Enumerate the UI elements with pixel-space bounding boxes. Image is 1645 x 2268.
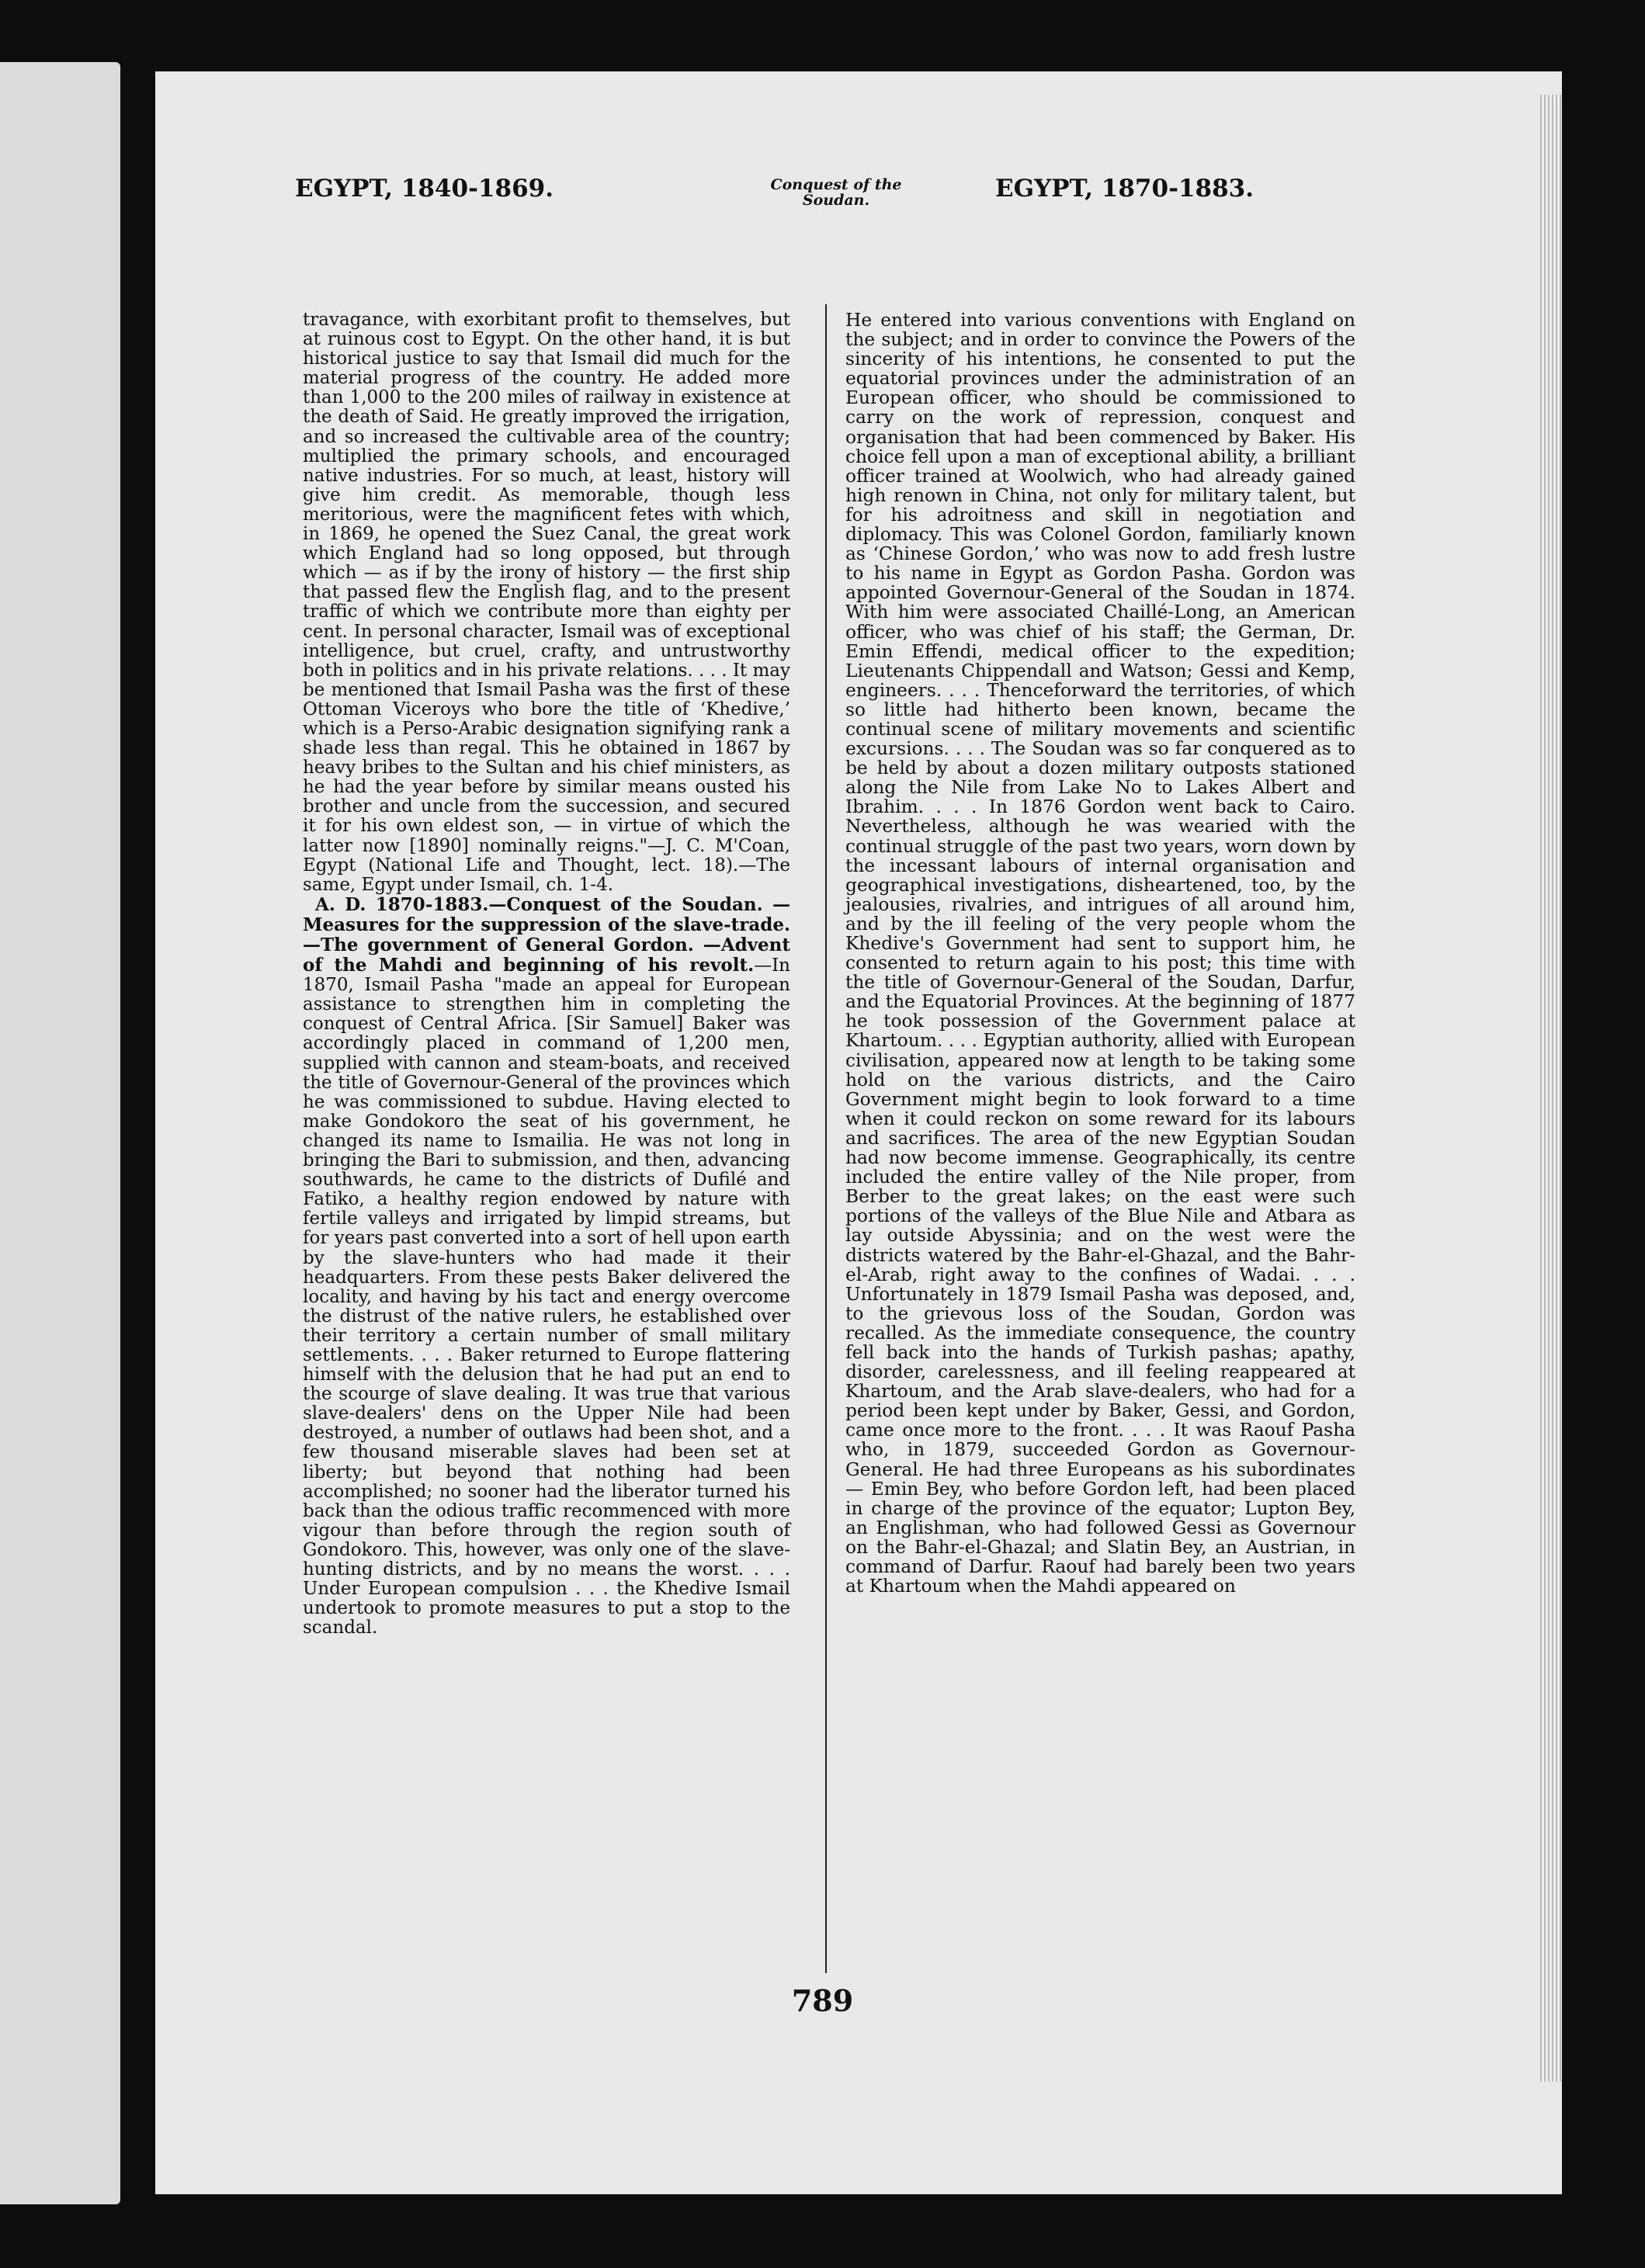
running-head-left: EGYPT, 1840-1869. [295, 175, 554, 203]
paragraph-ismail: travagance, with exorbitant profit to themselves, but at ruinous cost to Egypt. On the other hand, it is but historical justice to say that Ismail did much for the material progress of the country. He added more than 1,000 to the 200 miles of railway in existence at the death of Said. He greatly improved the irrigation, and so increased the cultivable area of the country; multiplied the primary schools, and encouraged native industries. For so much, at least, history will give him credit. As memorable, though less meritorious, were the magnificent fetes with which, in 1869, he opened the Suez Canal, the great work which England had so long opposed, but through which — as if by the irony of history — the first ship that passed flew the English flag, and to the present traffic of which we contribute more than eighty per cent. In personal character, Ismail was of exceptional intelligence, but cruel, crafty, and untrustworthy both in politics and in his private relations. . . . It may be mentioned that Ismail Pasha was the first of these Ottoman Viceroys who bore the title of ‘Khedive,’ which is a Perso-Arabic designation signifying rank a shade less than regal. This he obtained in 1867 by heavy bribes to the Sultan and his chief ministers, as he had the year before by similar means ousted his brother and uncle from the succession, and secured it for his own eldest son, — in virtue of which the latter now [1890] nominally reigns."—J. C. M'Coan, Egypt (National Life and Thought, lect. 18).—The same, Egypt under Ismail, ch. 1-4. [303, 310, 790, 895]
section-heading: A. D. 1870-1883.—Conquest of the Soudan. —Measures for the suppression of the slave-trade.—The government of General Gordon. —Advent of the Mahdi and beginning of his revolt. [303, 893, 790, 976]
facing-page-edge [0, 62, 120, 2204]
column-divider [825, 304, 827, 1973]
left-column [303, 310, 790, 1638]
section-body: —In 1870, Ismail Pasha "made an appeal for European assistance to strengthen him in completing the conquest of Central Africa. [Sir Samuel] Baker was accordingly placed in command of 1,200 men, supplied with cannon and steam-boats, and received the title of Governour-General of the provinces which he was commissioned to subdue. Having elected to make Gondokoro the seat of his government, he changed its name to Ismailia. He was not long in bringing the Bari to submission, and then, advancing southwards, he came to the districts of Dufilé and Fatiko, a healthy region endowed by nature with fertile valleys and irrigated by limpid streams, but for years past converted into a sort of hell upon earth by the slave-hunters who had made it their headquarters. From these pests Baker delivered the locality, and having by his tact and energy overcome the distrust of the native rulers, he established over their territory a certain number of small military settlements. . . . Baker returned to Europe flattering himself with the delusion that he had put an end to the scourge of slave dealing. It was true that various slave-dealers' dens on the Upper Nile had been destroyed, a number of outlaws had been shot, and a few thousand miserable slaves had been set at liberty; but beyond that nothing had been accomplished; no sooner had the liberator turned his back than the odious traffic recommenced with more vigour than before through the region south of Gondokoro. This, however, was only one of the slave-hunting districts, and by no means the worst. . . . Under European compulsion . . . the Khedive Ismail undertook to promote measures to put a stop to the scandal. [303, 955, 790, 1639]
right-column [845, 310, 1355, 1596]
running-head-right: EGYPT, 1870-1883. [995, 175, 1255, 203]
paragraph-gordon: He entered into various conventions with England on the subject; and in order to convince the Powers of the sincerity of his intentions, he consented to put the equatorial provinces under the administration of an European officer, who should be commissioned to carry on the work of repression, conquest and organisation that had been commenced by Baker. His choice fell upon a man of exceptional ability, a brilliant officer trained at Woolwich, who had already gained high renown in China, not only for military talent, but for his adroitness and skill in negotiation and diplomacy. This was Colonel Gordon, familiarly known as ‘Chinese Gordon,’ who was now to add fresh lustre to his name in Egypt as Gordon Pasha. Gordon was appointed Governour-General of the Soudan in 1874. With him were associated Chaillé-Long, an American officer, who was chief of his staff; the German, Dr. Emin Effendi, medical officer to the expedition; Lieutenants Chippendall and Watson; Gessi and Kemp, engineers. . . . Thenceforward the territories, of which so little had hitherto been known, became the continual scene of military movements and scientific excursions. . . . The Soudan was so far conquered as to be held by about a dozen military outposts stationed along the Nile from Lake No to Lakes Albert and Ibrahim. . . . In 1876 Gordon went back to Cairo. Nevertheless, although he was wearied with the continual struggle of the past two years, worn down by the incessant labours of internal organisation and geographical investigations, disheartened, too, by the jealousies, rivalries, and intrigues of all around him, and by the ill feeling of the very people whom the Khedive's Government had sent to support him, he consented to return again to his post; this time with the title of Governour-General of the Soudan, Darfur, and the Equatorial Provinces. At the beginning of 1877 he took possession of the Government palace at Khartoum. . . . Egyptian authority, allied with European civilisation, appeared now at length to be taking some hold on the various districts, and the Cairo Government might begin to look forward to a time when it could reckon on some reward for its labours and sacrifices. The area of the new Egyptian Soudan had now become immense. Geographically, its centre included the entire valley of the Nile proper, from Berber to the great lakes; on the east were such portions of the valleys of the Blue Nile and Atbara as lay outside Abyssinia; and on the west were the districts watered by the Bahr-el-Ghazal, and the Bahr-el-Arab, right away to the confines of Wadai. . . . Unfortunately in 1879 Ismail Pasha was deposed, and, to the grievous loss of the Soudan, Gordon was recalled. As the immediate consequence, the country fell back into the hands of Turkish pashas; apathy, disorder, carelessness, and ill feeling reappeared at Khartoum, and the Arab slave-dealers, who had for a period been kept under by Baker, Gessi, and Gordon, came once more to the front. . . . It was Raouf Pasha who, in 1879, succeeded Gordon as Governour-General. He had three Europeans as his subordinates — Emin Bey, who before Gordon left, had been placed in charge of the province of the equator; Lupton Bey, an Englishman, who had followed Gessi as Governour on the Bahr-el-Ghazal; and Slatin Bey, an Austrian, in command of Darfur. Raouf had barely been two years at Khartoum when the Mahdi appeared on [845, 310, 1355, 1597]
page-number: 789 [791, 1983, 854, 2018]
running-head-center: Conquest of the Soudan. [770, 176, 902, 209]
paragraph-soudan-conquest [303, 895, 790, 1639]
page-stack-edge [1540, 95, 1562, 2082]
